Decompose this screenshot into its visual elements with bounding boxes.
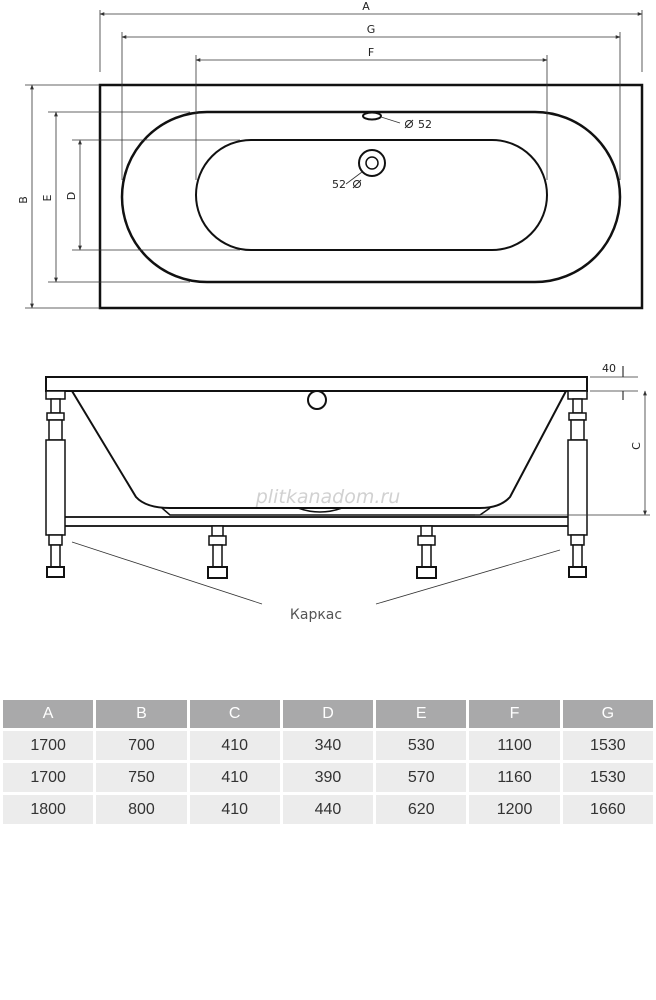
overflow-diameter-symbol (405, 120, 413, 128)
table-cell: 1160 (469, 763, 559, 792)
overflow-side (308, 391, 326, 409)
table-cell: 1800 (3, 795, 93, 824)
frame-leg-inner-left (208, 526, 227, 578)
rim-thickness-label: 40 (602, 362, 616, 375)
table-cell: 1100 (469, 731, 559, 760)
table-cell: 1700 (3, 763, 93, 792)
drain-inner (366, 157, 378, 169)
table-cell: 1660 (563, 795, 653, 824)
dimension-b (17, 85, 100, 308)
dimension-f-label: F (367, 46, 375, 59)
dimension-e (41, 112, 190, 282)
dimension-d (65, 140, 240, 250)
table-cell: 1200 (469, 795, 559, 824)
dimension-b-label: B (17, 196, 30, 204)
table-cell: 750 (96, 763, 186, 792)
table-row (3, 795, 653, 824)
header-g: G (563, 700, 653, 728)
dimension-a-label: A (362, 0, 370, 13)
table-cell: 1530 (563, 731, 653, 760)
dimension-d-label: D (65, 191, 78, 201)
table-cell: 1700 (3, 731, 93, 760)
table-cell: 440 (283, 795, 373, 824)
header-e: E (376, 700, 466, 728)
drain-diameter-label: 52 (332, 178, 346, 191)
table-header-row (3, 700, 653, 728)
table-cell: 800 (96, 795, 186, 824)
table-cell: 620 (376, 795, 466, 824)
frame-pointer-left (72, 542, 262, 604)
drain-diameter-symbol (353, 180, 361, 188)
table-cell: 410 (190, 763, 280, 792)
dimension-c-label: C (630, 442, 643, 450)
header-c: C (190, 700, 280, 728)
frame-leg-left (46, 391, 65, 577)
table-cell: 410 (190, 731, 280, 760)
table-cell: 390 (283, 763, 373, 792)
table-row (3, 731, 653, 760)
frame-leg-right (568, 391, 587, 577)
table-cell: 570 (376, 763, 466, 792)
frame-leg-inner-right (417, 526, 436, 578)
frame-crossbar (58, 517, 574, 526)
header-b: B (96, 700, 186, 728)
dimension-c (475, 391, 650, 515)
dimension-a (100, 0, 642, 72)
overflow-diameter-label: 52 (418, 118, 432, 131)
table-cell: 700 (96, 731, 186, 760)
table-cell: 340 (283, 731, 373, 760)
header-a: A (3, 700, 93, 728)
table-cell: 410 (190, 795, 280, 824)
dimension-g-label: G (366, 23, 376, 36)
drain-outer (359, 150, 385, 176)
table-cell: 530 (376, 731, 466, 760)
watermark: plitkanadom.ru (255, 486, 401, 508)
header-d: D (283, 700, 373, 728)
dimension-e-label: E (41, 194, 54, 202)
plan-view (17, 0, 642, 308)
frame-caption: Каркас (289, 607, 343, 623)
tub-rim-side (46, 377, 587, 391)
tub-outer-rim (100, 85, 642, 308)
dimensions-table (0, 697, 656, 827)
header-f: F (469, 700, 559, 728)
dimension-rim (590, 362, 638, 400)
table-row (3, 763, 653, 792)
overflow-hole (363, 113, 381, 120)
table-cell: 1530 (563, 763, 653, 792)
frame-pointer-right (376, 550, 560, 604)
